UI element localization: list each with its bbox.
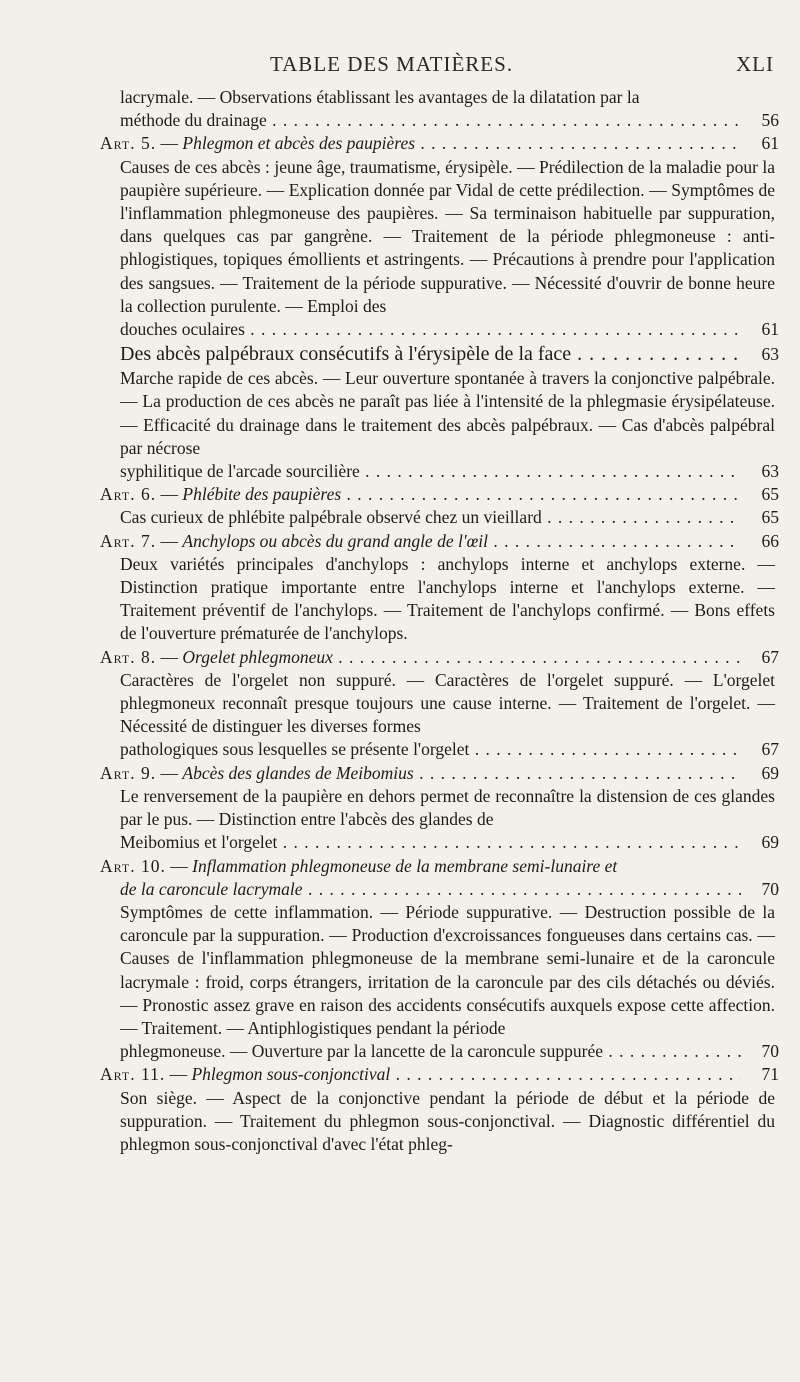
summary-text: Son siège. — Aspect de la conjonctive pendant la période de début et la période de suppuration. — Traitement du phlegmon sous-conjonctival. — Diagnostic différentiel du phlegmon sous-conjonctival d'avec l'état phleg- [120,1087,775,1154]
toc-leader-line [100,530,779,553]
header-title: TABLE DES MATIÈRES. [270,52,514,76]
page-number: 67 [747,738,779,761]
page-number: 65 [747,506,779,529]
article-title: Inflammation phlegmoneuse de la membrane semi-lunaire et [192,855,618,876]
article-title: Phlegmon sous-conjonctival [191,1064,391,1085]
toc-article [100,646,795,669]
toc-article [100,1063,795,1086]
toc-summary [120,553,795,646]
page-number: 66 [747,530,779,553]
article-number: Art. 9. [100,762,157,783]
toc-article [100,483,795,506]
article-title: Orgelet phlegmoneux [182,646,333,667]
entry-text: Des abcès palpébraux consécutifs à l'érysipèle de la face [120,343,572,366]
article-number: Art. 5. [100,133,157,154]
entry-text: pathologiques sous lesquelles se présente l'orgelet [120,739,470,760]
article-number: Art. 7. [100,530,157,551]
toc-line-text: Art. 5. — Phlegmon et abcès des paupières . . . [100,132,741,155]
toc-summary [120,669,795,762]
toc-leader-line [100,646,779,669]
toc-line-text [120,318,741,341]
toc-article [100,855,795,901]
toc-summary [120,156,795,342]
toc-line-text [120,506,741,529]
page-number: 56 [747,109,779,132]
toc-line-text [120,109,741,132]
toc-leader-line [120,506,779,529]
page-number: 63 [747,341,779,367]
toc-leader-line [120,831,779,854]
toc-leader-line [100,762,779,785]
page-number: 61 [747,318,779,341]
summary-text: Caractères de l'orgelet non suppuré. — Caractères de l'orgelet suppuré. — L'orgelet phlegmoneux reconnaît presque toujours une cause interne. — Traitement de l'orgelet. — Nécessité de distinguer les diverses formes [120,669,775,737]
article-title: Phlegmon et abcès des paupières [182,133,416,154]
toc-line-text [120,341,741,367]
toc-line-text: Art. 9. — Abcès des glandes de Meibomius . . . [100,762,741,785]
toc-line-text: Art. 8. — Orgelet phlegmoneux . . . [100,646,741,669]
article-number: Art. 10. [100,855,166,876]
toc-summary [120,86,795,132]
toc-line-text [120,738,741,761]
page-number: 61 [747,132,779,155]
summary-text: Causes de ces abcès : jeune âge, traumatisme, érysipèle. — Prédilection de la maladie pour la paupière supérieure. — Explication donnée par Vidal de cette prédilection. — Symptômes de l'inflammation phlegmoneuse des paupières. — Sa terminaison habituelle par suppuration, dans quelques cas par gangrène. — Traitement de la période phlegmoneuse : anti-phlogistiques, topiques émollients et astringents. — Précautions à prendre pour l'application des sangsues. — Traitement de la période suppurative. — Nécessité d'ouvrir de bonne heure la collection purulente. — Emploi des [120,156,775,316]
page-number: 69 [747,831,779,854]
toc-leader-line [100,483,779,506]
toc-summary [120,1087,795,1157]
page-number: 63 [747,460,779,483]
summary-text: Symptômes de cette inflammation. — Période suppurative. — Destruction possible de la caroncule par la suppuration. — Production d'excroissances fongueuses dans certains cas. — Causes de l'inflammation phlegmoneuse de la membrane semi-lunaire et de la caroncule lacrymale : froid, corps étrangers, irritation de la caroncule par des cils détachés ou déviés. — Pronostic assez grave en raison des accidents consécutifs auxquels expose cette affection. — Traitement. — Antiphlogistiques pendant la période [120,901,775,1038]
toc-line-text: Art. 6. — Phlébite des paupières . . . [100,483,741,506]
entry-text: phlegmoneuse. — Ouverture par la lancette de la caroncule suppurée [120,1041,603,1062]
page-number: 69 [747,762,779,785]
toc-summary [120,367,795,483]
page-number: 70 [747,1040,779,1063]
toc-article [100,530,795,553]
toc-article-first-line: Art. 10. — Inflammation phlegmoneuse de la membrane semi-lunaire et [100,855,618,876]
page-number: 70 [747,878,779,901]
article-number: Art. 11. [100,1064,166,1085]
entry-text: Cas curieux de phlébite palpébrale observé chez un vieillard [120,507,542,528]
summary-text: lacrymale. — Observations établissant les avantages de la dilatation par la [120,87,640,107]
toc-leader-line [100,132,779,155]
toc-line-text [120,460,741,483]
running-header [0,52,800,82]
entry-text: syphilitique de l'arcade sourcilière [120,461,360,482]
table-of-contents [0,86,800,1156]
article-title: Abcès des glandes de Meibomius [182,762,414,783]
toc-line-text [120,878,741,901]
toc-line-text [120,831,741,854]
toc-summary [120,506,795,529]
toc-article [100,132,795,155]
toc-leader-line [120,318,779,341]
page-number: 67 [747,646,779,669]
toc-summary [120,785,795,855]
entry-text: Meibomius et l'orgelet [120,832,278,853]
article-title: Phlébite des paupières [182,484,342,505]
article-number: Art. 8. [100,646,157,667]
toc-leader-line [100,1063,779,1086]
article-title: de la caroncule lacrymale [120,878,303,899]
toc-line-text [120,1040,741,1063]
toc-leader-line [120,109,779,132]
toc-leader-line [120,738,779,761]
toc-leader-line [120,878,779,901]
summary-text: Deux variétés principales d'anchylops : anchylops interne et anchylops externe. — Distinction pratique importante entre l'anchylops interne et l'anchylops externe. — Traitement préventif de l'anchylops. — Traitement de l'anchylops confirmé. — Bons effets de l'ouverture prématurée de l'anchylops. [120,553,775,644]
summary-text: Le renversement de la paupière en dehors permet de reconnaître la distension de ces glandes par le pus. — Distinction entre l'abcès des glandes de [120,785,775,830]
entry-text: méthode du drainage [120,110,267,131]
article-title: Anchylops ou abcès du grand angle de l'œil [182,530,488,551]
article-number: Art. 6. [100,484,157,505]
entry-text: douches oculaires [120,319,245,340]
page-folio: XLI [736,52,774,76]
page-number: 71 [747,1063,779,1086]
toc-line-text: Art. 7. — Anchylops ou abcès du grand angle de l'œil . . . [100,530,741,553]
toc-leader-line [120,460,779,483]
toc-summary [120,901,795,1063]
summary-text: Marche rapide de ces abcès. — Leur ouverture spontanée à travers la conjonctive palpébrale. — La production de ces abcès ne paraît pas liée à l'intensité de la phlegmasie érysipélateuse. — Efficacité du drainage dans le traitement des abcès palpébraux. — Cas d'abcès palpébral par nécrose [120,368,775,458]
page-number: 65 [747,483,779,506]
toc-line-text: Art. 11. — Phlegmon sous-conjonctival . . . [100,1063,741,1086]
toc-leader-line [120,341,779,367]
toc-section-heading [120,341,795,367]
toc-leader-line [120,1040,779,1063]
toc-article [100,762,795,785]
